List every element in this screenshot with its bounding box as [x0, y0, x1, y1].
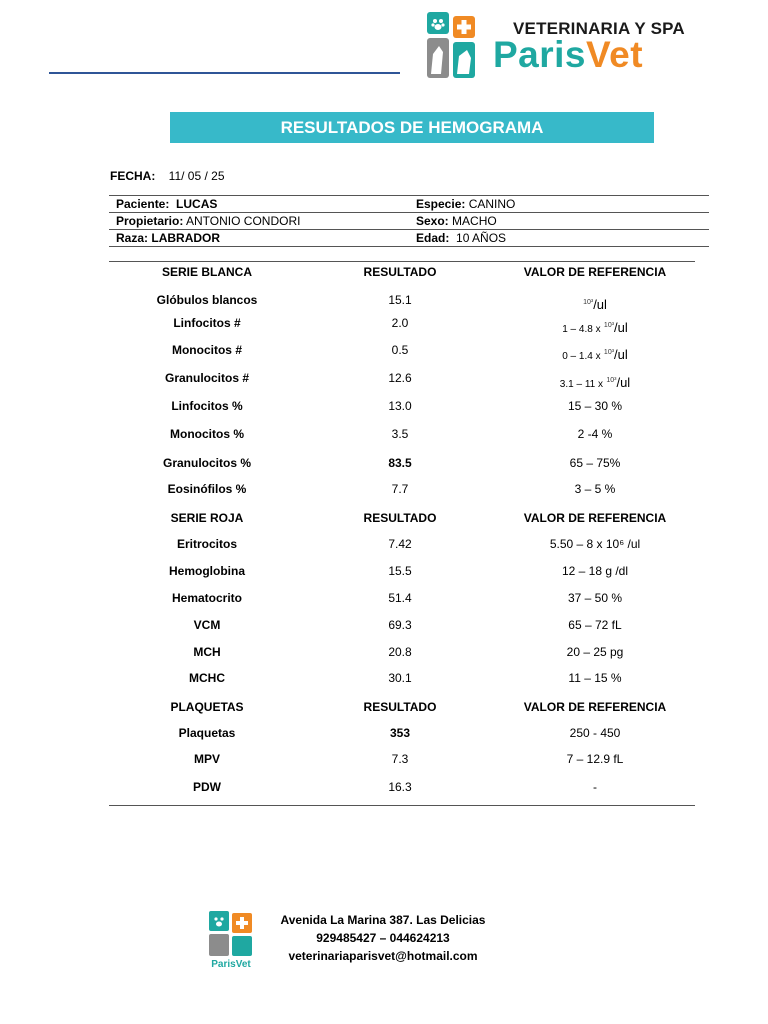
brand-name: [493, 33, 643, 77]
result-value: 15.5: [388, 564, 412, 578]
reference-power: 10³: [583, 299, 594, 306]
reference-column-header: VALOR DE REFERENCIA: [523, 511, 667, 525]
patient-info-row: [109, 230, 709, 247]
reference-value: 11 – 15 %: [568, 671, 622, 685]
sex-cell: [409, 213, 709, 229]
species-value: CANINO: [468, 197, 516, 211]
section-title: SERIE ROJA: [170, 511, 244, 525]
patient-info-row: [109, 213, 709, 230]
owner-value: ANTONIO CONDORI: [186, 214, 301, 228]
owner-label: Propietario:: [116, 214, 184, 228]
result-value: 13.0: [388, 399, 412, 413]
result-column-header: RESULTADO: [363, 511, 437, 525]
breed-cell: [109, 230, 409, 246]
parameter-name: Granulocitos %: [162, 456, 251, 470]
result-value: 20.8: [388, 645, 412, 659]
breed-label: Raza:: [116, 231, 149, 245]
patient-name-cell: [109, 196, 409, 212]
reference-value: 65 – 75%: [569, 456, 621, 470]
result-value: 0.5: [391, 343, 409, 357]
parameter-name: Glóbulos blancos: [156, 293, 258, 307]
footer-contact: [262, 911, 504, 965]
brand-subtitle: VETERINARIA Y SPA: [513, 19, 685, 38]
result-value: 7.3: [391, 752, 409, 766]
result-value: 16.3: [388, 780, 412, 794]
reference-value: [495, 345, 695, 365]
parameter-name: Eritrocitos: [176, 537, 237, 551]
reference-unit: /ul: [593, 297, 607, 312]
reference-value: [495, 373, 695, 393]
reference-value: 12 – 18 g /dl: [561, 564, 629, 578]
reference-prefix: 0 – 1.4 x: [562, 351, 601, 362]
result-column-header: RESULTADO: [363, 700, 437, 714]
reference-value: 20 – 25 pg: [566, 645, 624, 659]
parameter-name: Eosinófilos %: [167, 482, 247, 496]
patient-name-value: LUCAS: [176, 197, 218, 211]
parameter-name: Monocitos #: [171, 343, 242, 357]
parameter-name: MCH: [193, 645, 221, 659]
owner-cell: [109, 213, 409, 229]
reference-column-header: VALOR DE REFERENCIA: [523, 265, 667, 279]
footer-address: Avenida La Marina 387. Las Delicias: [280, 913, 486, 927]
result-value: 30.1: [388, 671, 412, 685]
date-label: FECHA:: [110, 169, 156, 183]
reference-value: -: [593, 780, 597, 794]
sex-value: MACHO: [452, 214, 497, 228]
result-value: 3.5: [391, 427, 409, 441]
date-value: 11/ 05 / 25: [168, 169, 225, 183]
parameter-name: Linfocitos #: [173, 316, 241, 330]
result-value: 83.5: [388, 456, 412, 470]
result-value: 7.7: [391, 482, 409, 496]
section-title: PLAQUETAS: [170, 700, 244, 714]
parameter-name: MCHC: [189, 671, 225, 685]
parameter-name: PDW: [193, 780, 221, 794]
parameter-name: Plaquetas: [178, 726, 236, 740]
report-title: RESULTADOS DE HEMOGRAMA: [170, 112, 654, 143]
parameter-name: Monocitos %: [170, 427, 244, 441]
header-divider-line: [49, 72, 400, 74]
reference-power: 10³: [606, 377, 617, 384]
footer-logo-text: ParisVet: [211, 959, 251, 969]
result-value: 51.4: [388, 591, 412, 605]
patient-info-table: [109, 195, 709, 247]
result-column-header: RESULTADO: [363, 265, 437, 279]
age-cell: [409, 230, 709, 246]
reference-value: 37 – 50 %: [567, 591, 623, 605]
reference-value: 3 – 5 %: [574, 482, 616, 496]
parameter-name: VCM: [193, 618, 221, 632]
reference-value: 65 – 72 fL: [568, 618, 622, 632]
brand-name-vet: Vet: [586, 34, 644, 75]
patient-name-label: Paciente:: [116, 197, 170, 211]
result-value: 2.0: [391, 316, 409, 330]
footer-phones: 929485427 – 044624213: [316, 931, 450, 945]
result-value: 69.3: [388, 618, 412, 632]
reference-value: 15 – 30 %: [567, 399, 623, 413]
reference-value: 250 - 450: [569, 726, 621, 740]
reference-power: 10³: [603, 322, 615, 329]
result-value: 7.42: [388, 537, 412, 551]
reference-unit: /ul: [616, 375, 631, 390]
reference-value: 7 – 12.9 fL: [566, 752, 624, 766]
breed-value: LABRADOR: [151, 231, 221, 245]
parisvet-logo-icon: [427, 12, 477, 80]
brand-name-paris: Paris: [493, 34, 587, 75]
patient-info-row: [109, 196, 709, 213]
age-value: 10 AÑOS: [456, 231, 507, 245]
reference-prefix: 1 – 4.8 x: [562, 324, 601, 335]
species-label: Especie:: [416, 197, 466, 211]
parameter-name: MPV: [193, 752, 220, 766]
parameter-name: Hemoglobina: [168, 564, 245, 578]
reference-value: 2 -4 %: [577, 427, 613, 441]
reference-unit: /ul: [614, 320, 628, 335]
result-value: 12.6: [388, 371, 412, 385]
result-value: 353: [389, 726, 411, 740]
reference-unit: /ul: [614, 347, 628, 362]
reference-column-header: VALOR DE REFERENCIA: [523, 700, 667, 714]
reference-value: [495, 295, 695, 315]
parameter-name: Granulocitos #: [164, 371, 250, 385]
species-cell: [409, 196, 709, 212]
sex-label: Sexo:: [416, 214, 449, 228]
reference-prefix: 3.1 – 11 x: [559, 379, 603, 390]
age-label: Edad:: [416, 231, 450, 245]
footer-email: veterinariaparisvet@hotmail.com: [288, 949, 478, 963]
section-title: SERIE BLANCA: [161, 265, 252, 279]
reference-value: 5.50 – 8 x 10⁶ /ul: [549, 537, 641, 551]
reference-power: 10³: [603, 349, 615, 356]
results-table: [109, 261, 695, 806]
parameter-name: Hematocrito: [171, 591, 242, 605]
footer-logo-icon: [207, 911, 255, 969]
report-date: [110, 169, 225, 183]
result-value: 15.1: [388, 293, 412, 307]
reference-value: [495, 318, 695, 338]
parameter-name: Linfocitos %: [171, 399, 243, 413]
